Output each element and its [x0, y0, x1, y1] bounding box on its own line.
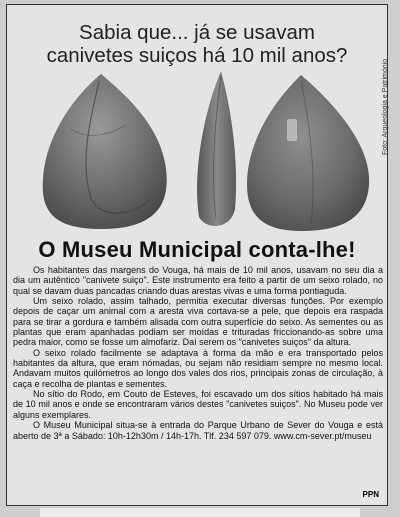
paragraph: Os habitantes das margens do Vouga, há mais de 10 mil anos, usavam no seu dia a dia um autêntico "canivete suiço". Este instrumento era feito a partir de um seixo rolado, no qual se davam duas pancadas criando duas arestas vivas e uma forma pontiaguda. [13, 265, 383, 296]
paragraph: O Museu Municipal situa-se à entrada do Parque Urbano de Sever do Vouga e está aberto de 3ª a Sábado: 10h-12h30m / 14h-17h. Tlf. 234 597 079. www.cm-sever.pt/museu [13, 420, 383, 441]
stone-tool-back [247, 75, 369, 231]
stone-tool-front [43, 74, 167, 229]
paragraph: No sítio do Rodo, em Couto de Esteves, foi escavado um dos sítios habitado há mais de 10 mil anos e onde se encontraram vários destes "canivetes suiços". No Museu pode ver alguns exemplares. [13, 389, 383, 420]
paragraph: O seixo rolado facilmente se adaptava à forma da mão e era transportado pelos habitantes da altura, que eram nómadas, ou sejam não residiam sempre no mesmo local. Andavam muitos quilómetros ao longo dos vales dos rios, principais zonas de circulação, à caça e recolha de plantas e sementes. [13, 347, 383, 389]
stone-tools-photo [11, 69, 383, 241]
author-signature: PPN [362, 490, 379, 499]
headline: O Museu Municipal conta-lhe! [38, 237, 356, 262]
article-body [13, 265, 383, 441]
photo-credit: Foto: Arqueologia e Património [382, 58, 389, 155]
question-line-2: canivetes suiços há 10 mil anos? [46, 44, 348, 67]
bottom-strip [40, 508, 360, 517]
question-line-1: Sabia que... já se usavam [79, 21, 315, 44]
article-box [6, 4, 388, 506]
stone-tool-side [197, 71, 236, 226]
paragraph: Um seixo rolado, assim talhado, permitia executar diversas funções. Por exemplo depois de caçar um animal com a aresta viva cortava-se a pele, que depois era raspada para se tirar a gordura e também alisada com outra superfície do seixo. As sementes ou as plantas que eram apanhadas podiam ser moídas e trituradas friccionando-as sobre uma pedra maior, como se fosse um almofariz. Daí serem os "canivetes suiços" da altura. [13, 296, 383, 348]
